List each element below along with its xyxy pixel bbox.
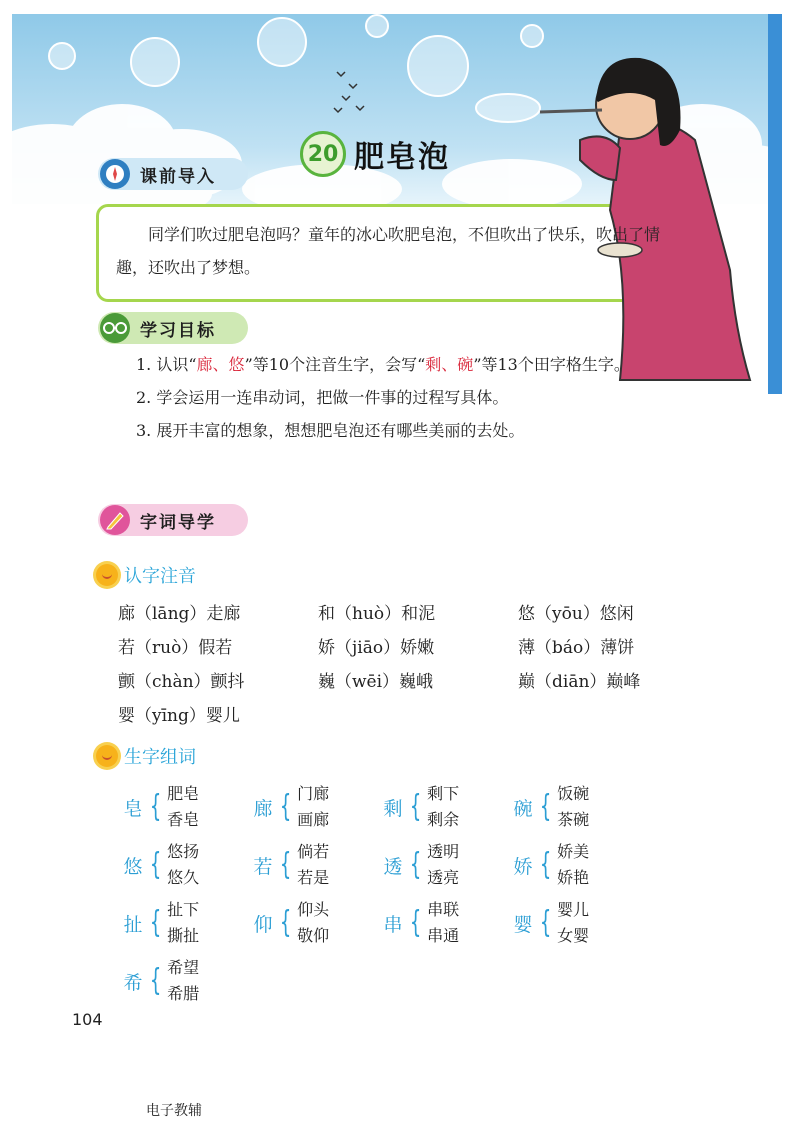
- compound-word: 串通: [427, 926, 460, 945]
- compound-word: 娇艳: [557, 868, 590, 887]
- compound-word: 剩下: [427, 784, 460, 803]
- pinyin-row: [118, 696, 718, 730]
- compound-word: 若是: [297, 868, 330, 887]
- compound-word: 撕扯: [167, 926, 200, 945]
- compound-word: 悠久: [167, 868, 200, 887]
- compound-word: 仰头: [297, 900, 330, 919]
- brace: {: [149, 905, 162, 940]
- brace: {: [539, 905, 552, 940]
- new-character: 廊: [253, 797, 273, 820]
- word-list: [297, 839, 329, 891]
- word-group: [382, 894, 512, 952]
- compound-word: 饭碗: [557, 784, 590, 803]
- new-character: 透: [383, 855, 403, 878]
- goal-2: 2. 学会运用一连串动词，把做一件事的过程写具体。: [136, 388, 509, 407]
- word-list: [557, 897, 589, 949]
- brace: {: [149, 789, 162, 824]
- word-group: [122, 778, 252, 836]
- new-character: 仰: [253, 913, 273, 936]
- pinyin-list: [118, 594, 718, 730]
- compound-word: 透明: [427, 842, 460, 861]
- footer-text: 电子教辅: [146, 1103, 202, 1119]
- word-list: [297, 781, 329, 833]
- word-group: [122, 836, 252, 894]
- compound-word: 悠扬: [167, 842, 200, 861]
- word-group-row: [122, 836, 642, 894]
- new-character: 若: [253, 855, 273, 878]
- birds: [334, 72, 364, 112]
- pinyin-entry: 廊（lāng）走廊: [118, 603, 241, 624]
- pinyin-entry: 娇（jiāo）娇嫩: [318, 637, 435, 658]
- word-group: [382, 778, 512, 836]
- brace: {: [409, 905, 422, 940]
- word-list: [557, 781, 589, 833]
- pinyin-entry: 巅（diān）巅峰: [518, 671, 641, 692]
- pinyin-entry: 悠（yōu）悠闲: [518, 603, 634, 624]
- pinyin-entry: 薄（báo）薄饼: [518, 637, 635, 658]
- compound-word: 剩余: [427, 810, 460, 829]
- compound-word: 扯下: [167, 900, 200, 919]
- pinyin-entry: 婴（yīng）婴儿: [118, 705, 240, 726]
- word-list: [427, 897, 459, 949]
- word-group-row: [122, 894, 642, 952]
- new-character: 串: [383, 913, 403, 936]
- brace: {: [409, 789, 422, 824]
- lesson-title: [300, 132, 450, 176]
- word-groups: [122, 778, 642, 1010]
- compound-word: 敬仰: [297, 926, 330, 945]
- new-character: 娇: [513, 855, 533, 878]
- compass-icon: [100, 159, 130, 189]
- compound-word: 倘若: [297, 842, 330, 861]
- sun-icon: [96, 745, 118, 767]
- word-group: [512, 836, 642, 894]
- lesson-number-badge: 20: [300, 131, 346, 177]
- compound-word: 门廊: [297, 784, 330, 803]
- brace: {: [409, 847, 422, 882]
- goal-1: [96, 348, 706, 381]
- pencil-icon: [100, 505, 130, 535]
- learning-goals: [96, 348, 706, 447]
- new-character: 希: [123, 971, 143, 994]
- new-character: 皂: [123, 797, 143, 820]
- section-label-vocab: 字词导学: [140, 512, 216, 533]
- page-number: 104: [72, 1010, 103, 1029]
- new-character: 剩: [383, 797, 403, 820]
- pinyin-entry: 和（huò）和泥: [318, 603, 436, 624]
- new-character: 碗: [513, 797, 533, 820]
- brace: {: [279, 847, 292, 882]
- subhead-words-label: 生字组词: [124, 747, 196, 768]
- word-list: [167, 897, 199, 949]
- word-list: [167, 839, 199, 891]
- new-character: 悠: [123, 855, 143, 878]
- chapter-tab: [768, 14, 782, 394]
- compound-word: 肥皂: [167, 784, 200, 803]
- new-character: 扯: [123, 913, 143, 936]
- pinyin-row: [118, 662, 718, 696]
- pinyin-row: [118, 594, 718, 628]
- sun-icon: [96, 564, 118, 586]
- goal-1-highlight-1: 廊、悠: [196, 355, 245, 374]
- brace: {: [539, 789, 552, 824]
- compound-word: 香皂: [167, 810, 200, 829]
- brace: {: [279, 789, 292, 824]
- section-label-goals: 学习目标: [140, 320, 216, 341]
- word-group: [512, 778, 642, 836]
- word-group: [382, 836, 512, 894]
- word-group: [252, 894, 382, 952]
- section-header-goals: [98, 312, 248, 344]
- compound-word: 婴儿: [557, 900, 590, 919]
- pinyin-row: [118, 628, 718, 662]
- compound-word: 希腊: [167, 984, 200, 1003]
- subhead-pinyin-label: 认字注音: [124, 566, 196, 587]
- compound-word: 女婴: [557, 926, 590, 945]
- brace: {: [149, 847, 162, 882]
- glasses-icon: [100, 313, 130, 343]
- compound-word: 希望: [167, 958, 200, 977]
- word-group: [252, 836, 382, 894]
- goal-1-text-b: ”等10个注音生字，会写“: [244, 355, 426, 374]
- word-list: [297, 897, 329, 949]
- compound-word: 茶碗: [557, 810, 590, 829]
- goal-3: 3. 展开丰富的想象，想想肥皂泡还有哪些美丽的去处。: [136, 421, 525, 440]
- compound-word: 串联: [427, 900, 460, 919]
- word-list: [167, 781, 199, 833]
- brace: {: [539, 847, 552, 882]
- word-group-row: [122, 952, 642, 1010]
- section-header-vocab: [98, 504, 248, 536]
- word-list: [557, 839, 589, 891]
- goal-1-highlight-2: 剩、碗: [425, 355, 474, 374]
- pinyin-entry: 巍（wēi）巍峨: [318, 671, 434, 692]
- new-character: 婴: [513, 913, 533, 936]
- lesson-name: 肥皂泡: [354, 140, 450, 175]
- word-list: [427, 781, 459, 833]
- intro-text: 同学们吹过肥皂泡吗？童年的冰心吹肥皂泡，不但吹出了快乐，吹出了情趣，还吹出了梦想。: [116, 225, 661, 277]
- word-list: [167, 955, 199, 1007]
- brace: {: [149, 963, 162, 998]
- word-group: [122, 894, 252, 952]
- brace: {: [279, 905, 292, 940]
- subhead-words: [96, 743, 196, 769]
- word-group: [122, 952, 252, 1010]
- word-group-row: [122, 778, 642, 836]
- pinyin-entry: 若（ruò）假若: [118, 637, 233, 658]
- pinyin-entry: 颤（chàn）颤抖: [118, 671, 245, 692]
- section-label-intro: 课前导入: [140, 166, 216, 187]
- compound-word: 画廊: [297, 810, 330, 829]
- section-header-intro: [98, 158, 248, 190]
- word-list: [427, 839, 459, 891]
- compound-word: 娇美: [557, 842, 590, 861]
- word-group: [512, 894, 642, 952]
- compound-word: 透亮: [427, 868, 460, 887]
- goal-1-text-c: ”等13个田字格生字。: [473, 355, 630, 374]
- girl-illustration: [520, 30, 760, 390]
- goal-1-text-a: 1. 认识“: [136, 355, 197, 374]
- word-group: [252, 778, 382, 836]
- subhead-pinyin: [96, 562, 196, 588]
